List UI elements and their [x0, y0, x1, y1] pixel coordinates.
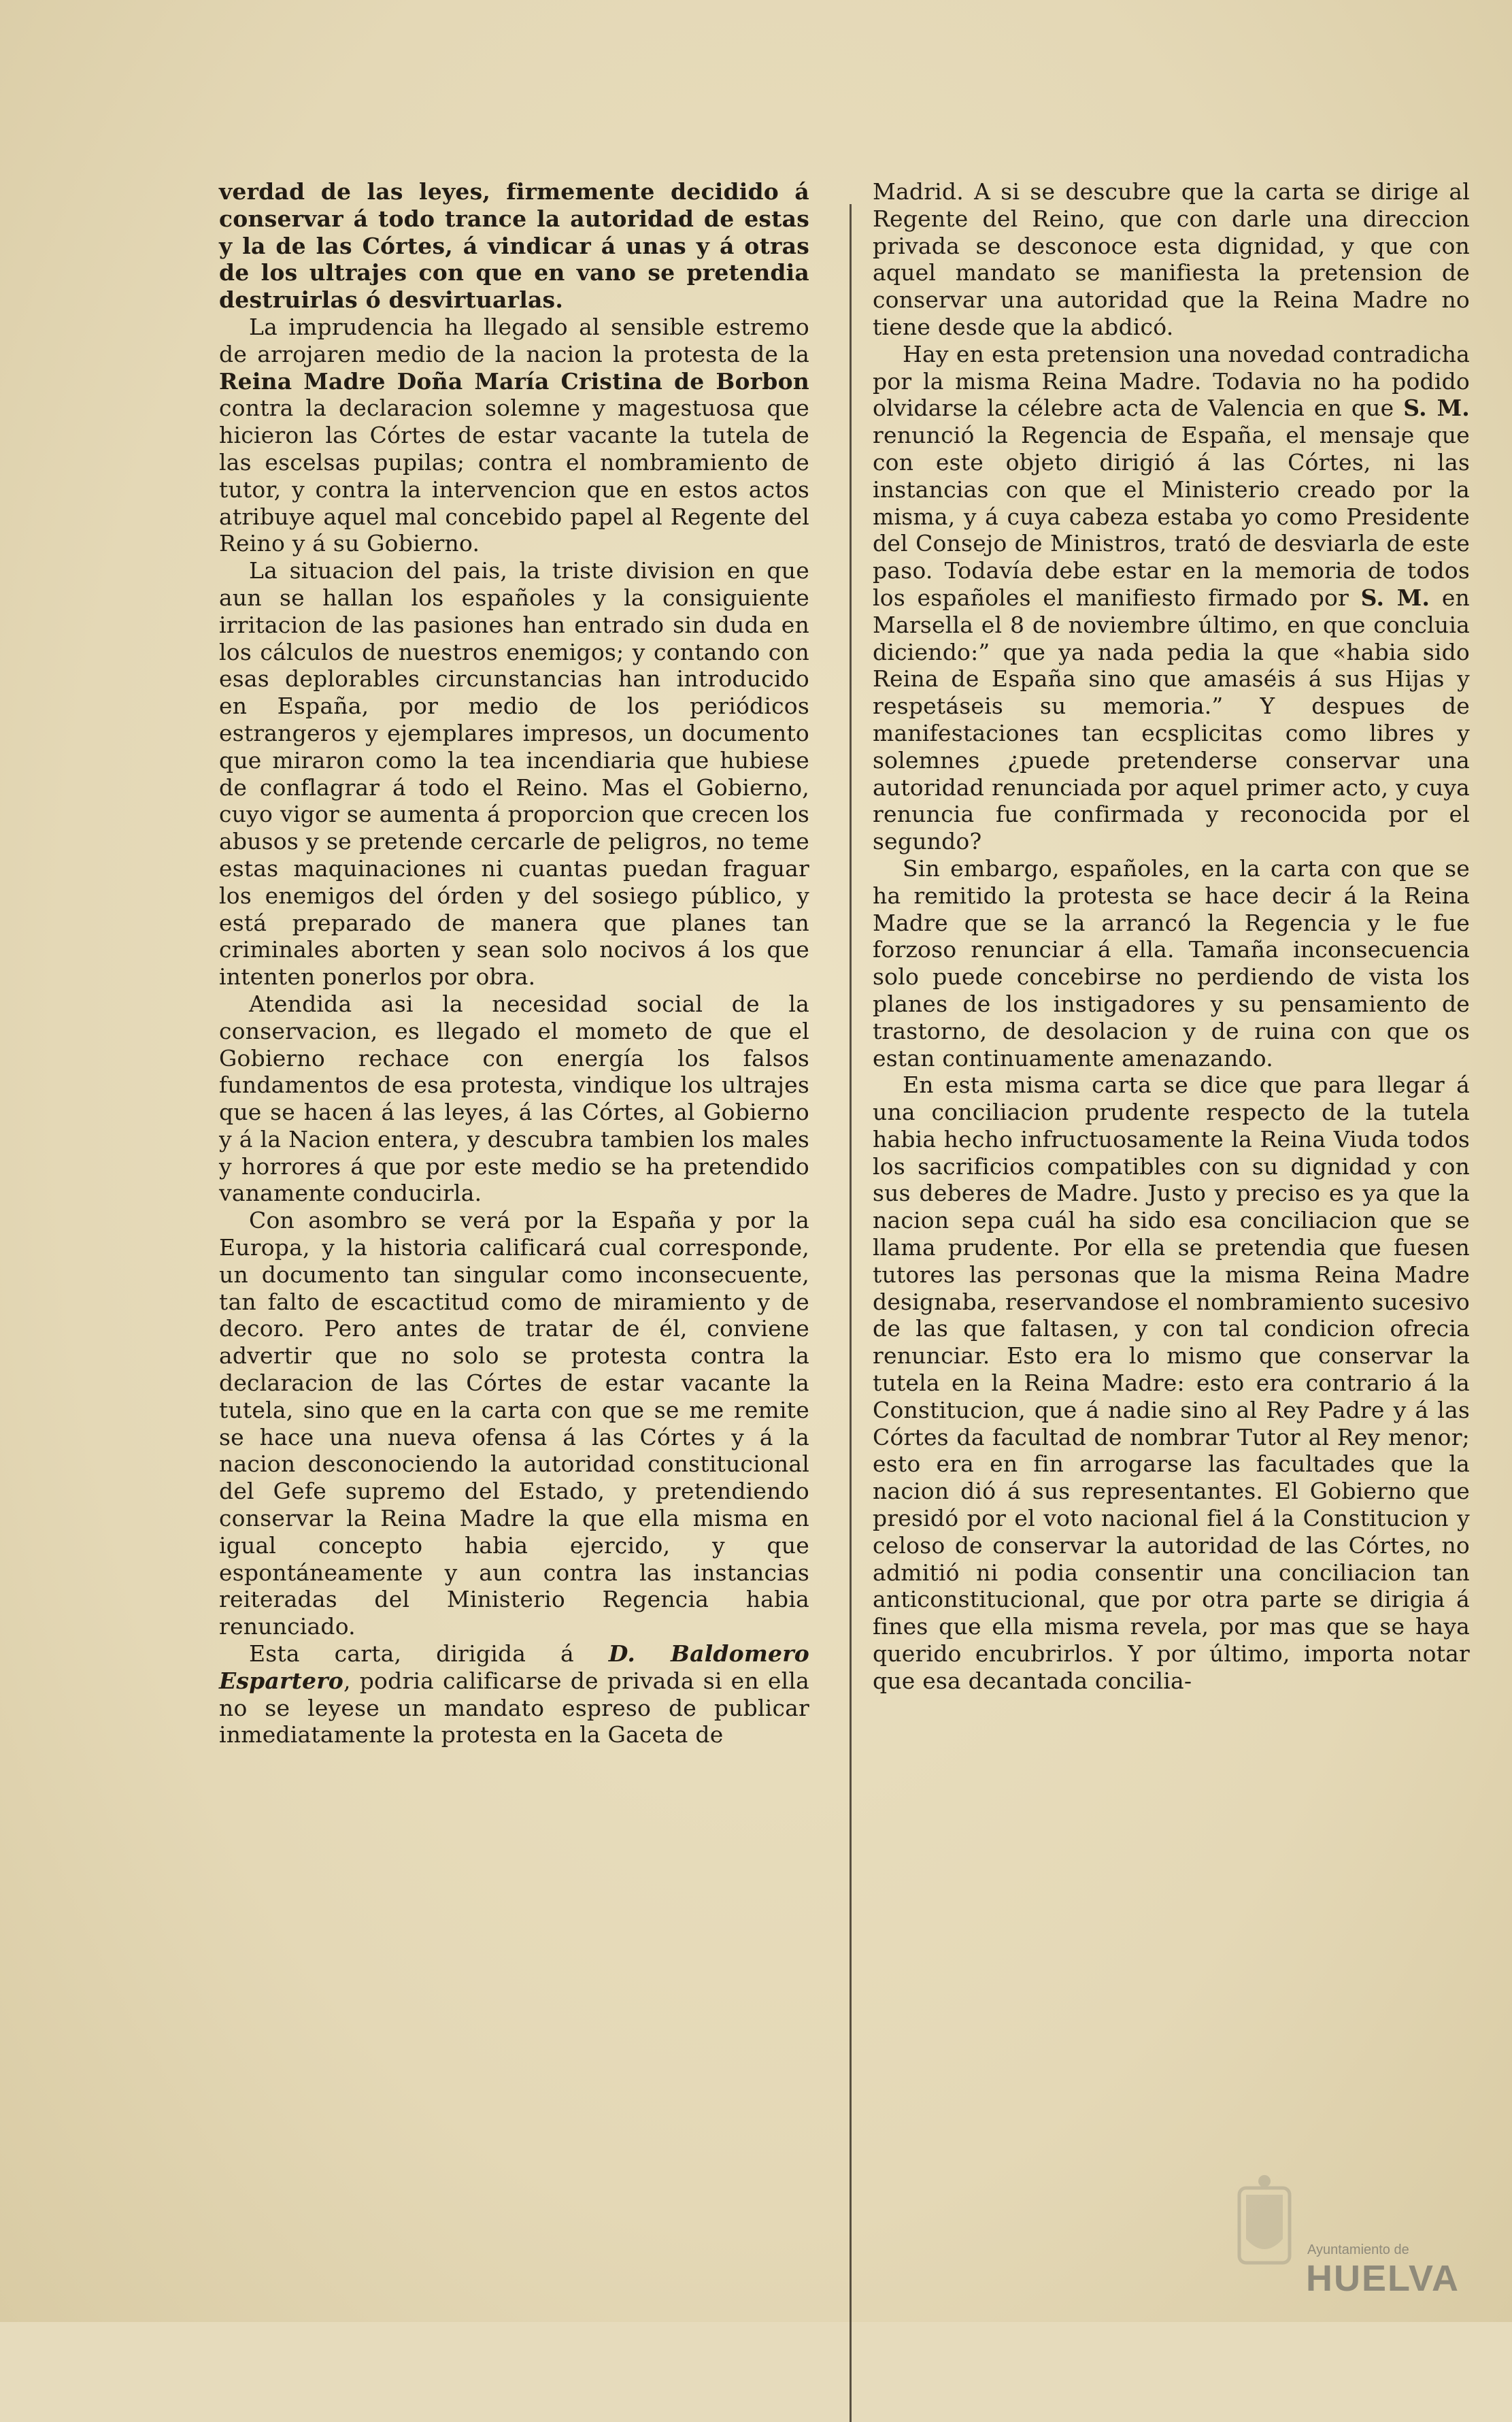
name-text: S. M.	[1360, 584, 1430, 611]
paragraph-text: , podria calificarse de privada si en ella no se leyese un mandato espreso de publicar inmediatamente la protesta en la Gaceta de	[219, 1667, 809, 1748]
paragraph	[219, 557, 809, 991]
paragraph	[219, 314, 809, 557]
text-column-right	[873, 178, 1470, 1695]
name-text: Reina Madre Doña María Cristina de Borbon	[219, 367, 809, 395]
paragraph-text: Atendida asi la necesidad social de la conservacion, es llegado el mometo de que el Gobierno rechace con energía los falsos fundamentos de esa protesta, vindique los ultrajes que se hacen á las leyes, á las Córtes, al Gobierno y á la Nacion entera, y descubra tambien los males y horrores á que por este medio se ha pretendido vanamente conducirla.	[219, 990, 809, 1207]
paragraph-text: Sin embargo, españoles, en la carta con que se ha remitido la protesta se hace decir á la Reina Madre que se la arrancó la Regencia y le fue forzoso renunciar á ella. Tamaña inconsecuencia solo puede concebirse no perdiendo de vista los planes de los instigadores y su pensamiento de trastorno, de desolacion y de ruina con que os estan continuamente amenazando.	[873, 855, 1470, 1072]
paragraph	[219, 991, 809, 1207]
paragraph	[219, 178, 809, 314]
paragraph-text: contra la declaracion solemne y magestuosa que hicieron las Córtes de estar vacante la tutela de las escelsas pupilas; contra el nombramiento de tutor, y contra la intervencion que en estos actos atribuye aquel mal concebido papel al Regente del Reino y á su Gobierno.	[219, 395, 809, 557]
paragraph	[219, 1207, 809, 1640]
paragraph-text: Con asombro se verá por la España y por la Europa, y la historia calificará cual corresponde, un documento tan singular como inconsecuente, tan falto de escactitud como de miramiento y de decoro. Pero antes de tratar de él, conviene advertir que no solo se protesta contra la declaracion de las Córtes de estar vacante la tutela, sino que en la carta con que se me remite se hace una nueva ofensa á las Córtes y á la nacion desconociendo la autoridad constitucional del Gefe supremo del Estado, y pretendiendo conservar la Reina Madre la que ella misma en igual concepto habia ejercido, y que espontáneamente y aun contra las instancias reiteradas del Ministerio Regencia habia renunciado.	[219, 1207, 809, 1640]
paragraph	[873, 1072, 1470, 1694]
paragraph	[219, 1640, 809, 1748]
paragraph-text: Madrid. A si se descubre que la carta se dirige al Regente del Reino, que con darle una direccion privada se desconoce esta dignidad, y que con aquel mandato se manifiesta la pretension de conservar una autoridad que la Reina Madre no tiene desde que la abdicó.	[873, 178, 1470, 340]
paragraph-text: Esta carta, dirigida á	[249, 1640, 609, 1668]
text-column-left	[219, 178, 809, 1748]
paragraph-text: Hay en esta pretension una novedad contradicha por la misma Reina Madre. Todavia no ha podido olvidarse la célebre acta de Valencia en que	[873, 340, 1470, 422]
paragraph	[873, 855, 1470, 1072]
column-divider	[850, 204, 852, 2422]
paragraph-text: renunció la Regencia de España, el mensaje que con este objeto dirigió á las Córtes, ni las instancias con que el Ministerio creado por la misma, y á cuya cabeza estaba yo como Presidente del Consejo de Ministros, trató de desviarla de este paso. Todavía debe estar en la memoria de todos los españoles el manifiesto firmado por	[873, 422, 1470, 611]
name-text: D. Baldomero Espartero	[219, 1640, 809, 1694]
paragraph-text: La situacion del pais, la triste division en que aun se hallan los españoles y la consiguiente irritacion de las pasiones han entrado sin duda en los cálculos de nuestros enemigos; y contando con esas deplorables circunstancias han introducido en España, por medio de los periódicos estrangeros y ejemplares impresos, un documento que miraron como la tea incendiaria que hubiese de conflagrar á todo el Reino. Mas el Gobierno, cuyo vigor se aumenta á proporcion que crecen los abusos y se pretende cercarle de peligros, no teme estas maquinaciones ni cuantas puedan fraguar los enemigos del órden y del sosiego público, y está preparado de manera que planes tan criminales aborten y sean solo nocivos á los que intenten ponerlos por obra.	[219, 557, 809, 991]
paragraph	[873, 341, 1470, 855]
paragraph	[873, 178, 1470, 341]
paragraph-text: en Marsella el 8 de noviembre último, en que concluia diciendo:” que ya nada pedia la que «habia sido Reina de España sino que amaséis á sus Hijas y respetáseis su memoria.” Y despues de manifestaciones tan ecsplicitas como libres y solemnes ¿puede pretenderse conservar una autoridad renunciada por aquel primer acto, y cuya renuncia fue confirmada y reconocida por el segundo?	[873, 584, 1471, 855]
paragraph-text: La imprudencia ha llegado al sensible estremo de arrojaren medio de la nacion la protesta de la	[219, 313, 809, 367]
paragraph-text: verdad de las leyes, firmemente decidido á conservar á todo trance la autoridad de estas y la de las Córtes, á vindicar á unas y á otras de los ultrajes con que en vano se pretendia destruirlas ó desvirtuarlas.	[219, 178, 809, 314]
watermark-small-text: Ayuntamiento de	[1307, 2242, 1409, 2257]
watermark-logo-text: HUELVA	[1306, 2258, 1460, 2299]
name-text: S. M.	[1403, 395, 1470, 422]
paragraph-text: En esta misma carta se dice que para llegar á una conciliacion prudente respecto de la tutela habia hecho infructuosamente la Reina Viuda todos los sacrificios compatibles con su dignidad y con sus deberes de Madre. Justo y preciso es ya que la nacion sepa cuál ha sido esa conciliacion que se llama prudente. Por ella se pretendia que fuesen tutores las personas que la misma Reina Madre designaba, reservandose el nombramiento sucesivo de las que faltasen, y con tal condicion ofrecia renunciar. Esto era lo mismo que conservar la tutela en la Reina Madre: esto era contrario á la Constitucion, que á nadie sino al Rey Padre y á las Córtes da facultad de nombrar Tutor al Rey menor; esto era en fin arrogarse las facultades que la nacion dió á sus representantes. El Gobierno que presidó por el voto nacional fiel á la Constitucion y celoso de conservar la autoridad de las Córtes, no admitió ni podia consentir una conciliacion tan anticonstitucional, que por otra parte se dirigia á fines que ella misma revela, por mas que se haya querido encubrirlos. Y por último, importa notar que esa decantada concilia-	[873, 1072, 1470, 1694]
